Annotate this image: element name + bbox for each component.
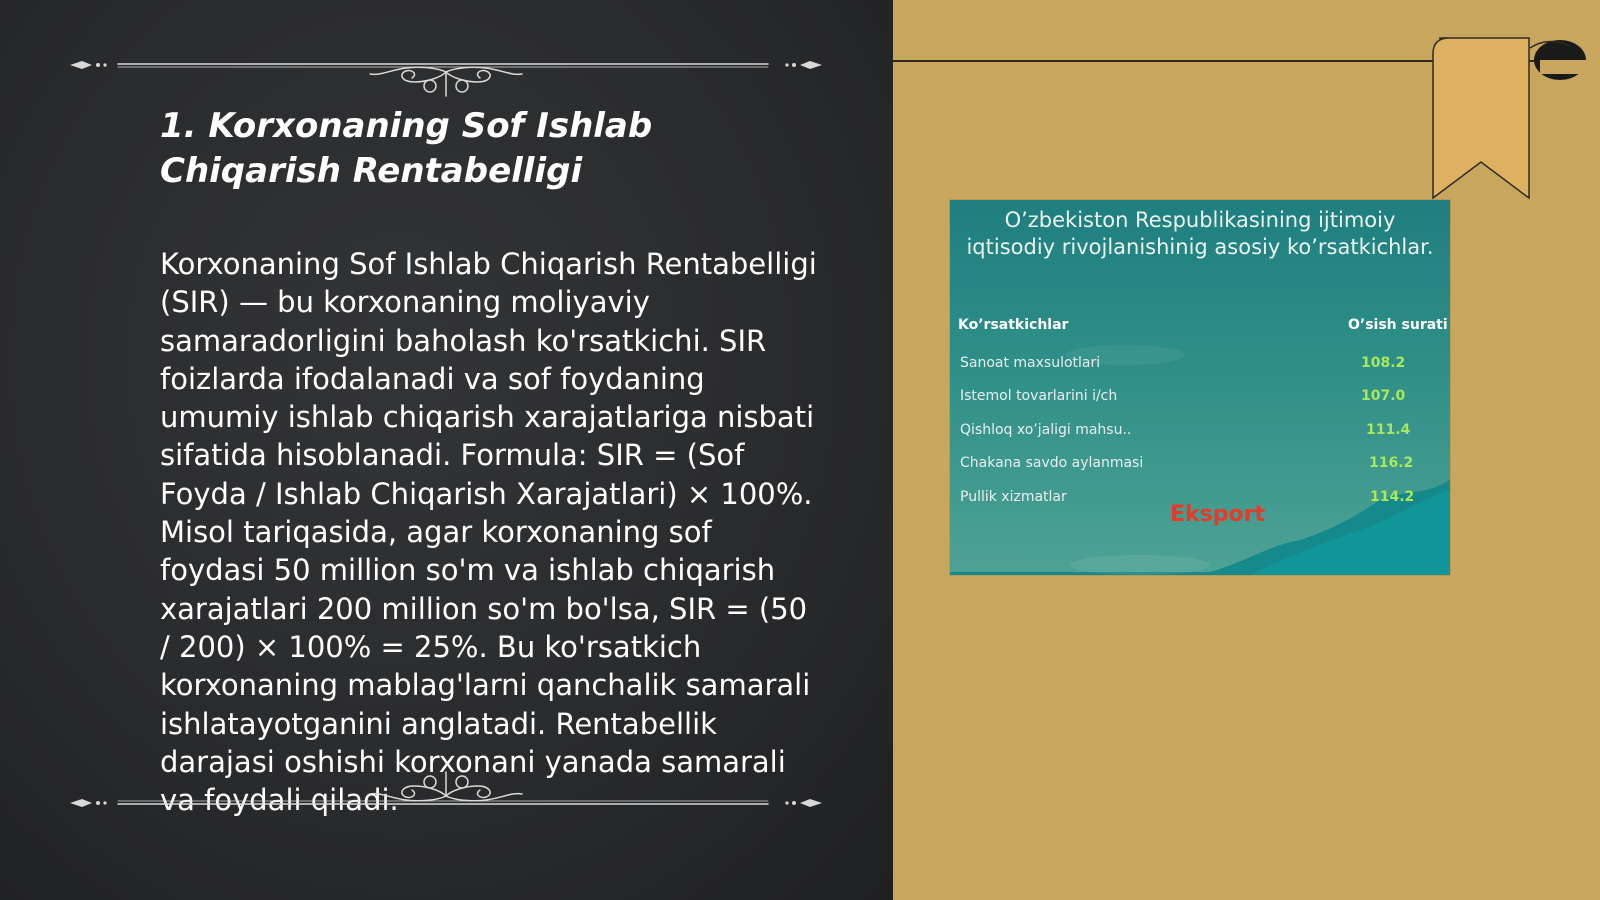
- ornamental-divider-bottom: [68, 770, 824, 830]
- slide-title: 1. Korxonaning Sof Ishlab Chiqarish Rentabelligi: [160, 106, 653, 191]
- indicator-value: 107.0: [1361, 388, 1406, 404]
- column-header-indicators: Ko’rsatkichlar: [958, 317, 1069, 333]
- indicator-value: 108.2: [1361, 355, 1406, 371]
- indicator-row: [960, 455, 1440, 481]
- ornamental-divider-top: [68, 38, 824, 98]
- indicator-row: [960, 388, 1440, 414]
- card-title: O’zbekiston Respublikasining ijtimoiy iqtisodiy rivojlanishinig asosiy ko’rsatkichlar.: [966, 208, 1434, 259]
- slide-body-text: Korxonaning Sof Ishlab Chiqarish Rentabelligi (SIR) — bu korxonaning moliyaviy samaradorligini baholash ko'rsatkichi. SIR foizlarda ifodalanadi va sof foydaning umumiy ishlab chiqarish xarajatlariga nisbati sifatida hisoblanadi. Formula: SIR = (Sof Foyda / Ishlab Chiqarish Xarajatlari) × 100%. Misol tariqasida, agar korxonaning sof foydasi 50 million so'm va ishlab chiqarish xarajatlari 200 million so'm bo'lsa, SIR = (50 / 200) × 100% = 25%. Bu ko'rsatkich korxonaning mablag'larni qanchalik samarali ishlatayotganini anglatadi. Rentabellik darajasi oshishi korxonani yanada samarali va foydali qiladi.: [160, 247, 817, 818]
- indicator-value: 114.2: [1370, 489, 1415, 505]
- bookmark-ribbon-icon: [1430, 36, 1600, 201]
- indicator-value: 116.2: [1369, 455, 1414, 471]
- indicator-label: Chakana savdo aylanmasi: [960, 455, 1144, 471]
- indicator-label: Pullik xizmatlar: [960, 489, 1067, 505]
- indicator-value: 111.4: [1366, 422, 1411, 438]
- indicator-row: [960, 355, 1440, 381]
- eksport-overlay-label: Eksport: [1170, 502, 1265, 527]
- indicator-label: Qishloq xo’jaligi mahsu..: [960, 422, 1132, 438]
- indicators-image-card: [950, 200, 1450, 575]
- indicator-label: Istemol tovarlarini i/ch: [960, 388, 1118, 404]
- indicator-row: [960, 422, 1440, 448]
- column-header-growth: O’sish surati: [1348, 317, 1448, 333]
- indicator-label: Sanoat maxsulotlari: [960, 355, 1101, 371]
